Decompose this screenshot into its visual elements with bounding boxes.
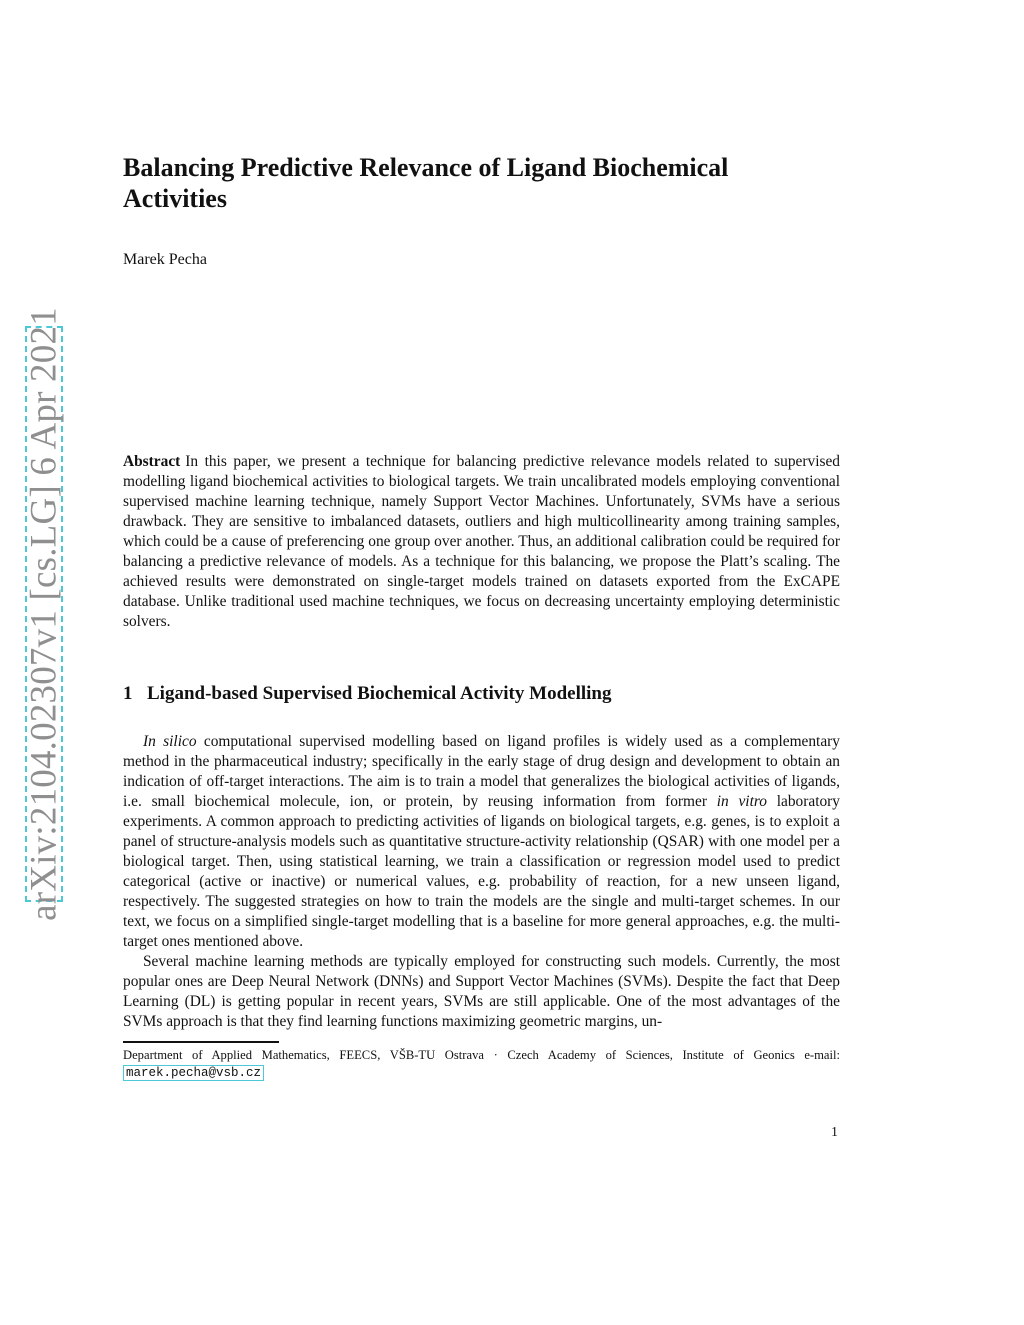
footnote-affiliation: Department of Applied Mathematics, FEECS, VŠB-TU Ostrava · Czech Academy of Sciences, Institute of Geonics e-mail: <box>123 1048 840 1062</box>
abstract-label: Abstract <box>123 453 181 470</box>
paper-title: Balancing Predictive Relevance of Ligand Biochemical Activities <box>123 153 729 213</box>
italic-in-silico: In silico <box>143 733 197 750</box>
footnote <box>123 1047 840 1082</box>
section-title: Ligand-based Supervised Biochemical Activity Modelling <box>147 683 612 704</box>
italic-in-vitro: in vitro <box>716 793 767 810</box>
abstract <box>123 452 840 632</box>
abstract-text: In this paper, we present a technique for balancing predictive relevance models related to supervised modelling ligand biochemical activities to biological targets. We train uncalibrated models employing conventional supervised machine learning technique, namely Support Vector Machines. Unfortunately, SVMs have a serious drawback. They are sensitive to imbalanced datasets, outliers and high multicollinearity among training samples, which could be a cause of preferencing one group over another. Thus, an additional calibration could be required for balancing a predictive relevance of models. As a technique for this balancing, we propose the Platt’s scaling. The achieved results were demonstrated on single-target models trained on datasets exported from the ExCAPE database. Unlike traditional used machine techniques, we focus on decreasing uncertainty employing deterministic solvers. <box>123 453 840 630</box>
footnote-divider <box>123 1041 279 1043</box>
arxiv-identifier[interactable]: arXiv:2104.02307v1 [cs.LG] 6 Apr 2021 <box>23 307 65 921</box>
email-link[interactable]: marek.pecha@vsb.cz <box>123 1065 264 1081</box>
page-number: 1 <box>831 1125 838 1140</box>
paragraph-1-part-1: computational supervised modelling based on ligand profiles is widely used as a complementary method in the pharmaceutical industry; specifically in the early stage of drug design and development to obtain an indication of off-target interactions. The aim is to train a model that generalizes the biological activities of ligands, i.e. small biochemical molecule, ion, or protein, by reusing information from former <box>123 733 840 810</box>
body-text <box>123 732 840 1032</box>
section-number: 1 <box>123 683 133 704</box>
paragraph-1 <box>123 732 840 952</box>
paragraph-1-part-2: laboratory experiments. A common approach to predicting activities of ligands on biological targets, e.g. genes, is to exploit a panel of structure-analysis models such as quantitative structure-activity relationship (QSAR) with one model per a biological target. Then, using statistical learning, we train a classification or regression model used to predict categorical (active or inactive) or numerical values, e.g. probability of reaction, for a new unseen ligand, respectively. The suggested strategies on how to train the models are the single and multi-target schemes. In our text, we focus on a simplified single-target modelling that is a baseline for more general approaches, e.g. the multi-target ones mentioned above. <box>123 793 840 950</box>
section-heading <box>123 682 611 706</box>
paragraph-2: Several machine learning methods are typically employed for constructing such models. Currently, the most popular ones are Deep Neural Network (DNNs) and Support Vector Machines (SVMs). Despite the fact that Deep Learning (DL) is getting popular in recent years, SVMs are still applicable. One of the most advantages of the SVMs approach is that they find learning functions maximizing geometric margins, un- <box>123 953 840 1030</box>
author-name: Marek Pecha <box>123 251 207 268</box>
